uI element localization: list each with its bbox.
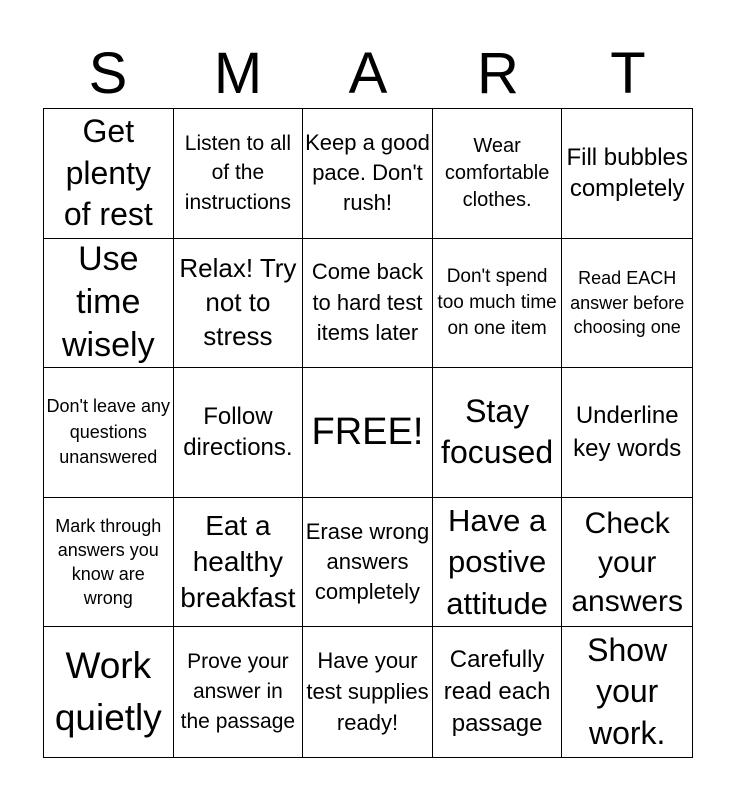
bingo-cell[interactable] (433, 627, 563, 757)
cell-text: Eat a healthy breakfast (180, 510, 296, 613)
bingo-cell[interactable] (174, 239, 304, 369)
bingo-cell[interactable] (174, 627, 304, 757)
bingo-cell[interactable] (303, 109, 433, 239)
cell-text: Read EACH answer before choosing one (570, 268, 685, 338)
bingo-cell[interactable] (562, 239, 692, 369)
bingo-cell[interactable] (433, 239, 563, 369)
bingo-header (43, 40, 693, 108)
header-letter-t: T (610, 41, 646, 106)
cell-text: Keep a good pace. Don't rush! (305, 130, 430, 216)
cell-text: Prove your answer in the passage (180, 650, 296, 734)
bingo-cell[interactable] (562, 109, 692, 239)
bingo-cell[interactable] (433, 109, 563, 239)
cell-text: Stay focused (441, 392, 554, 471)
cell-text: Don't leave any questions unanswered (46, 395, 171, 468)
bingo-cell[interactable] (44, 498, 174, 628)
bingo-cell[interactable] (44, 627, 174, 757)
cell-text: Follow directions. (183, 403, 293, 462)
cell-text: Come back to hard test items later (311, 259, 424, 346)
header-letter-s: S (88, 41, 128, 106)
bingo-cell[interactable] (433, 368, 563, 498)
cell-text: Erase wrong answers completely (305, 518, 430, 605)
cell-text: Underline key words (573, 402, 682, 463)
bingo-cell[interactable] (562, 627, 692, 757)
bingo-cell[interactable] (44, 239, 174, 369)
cell-text: Get plenty of rest (63, 112, 153, 233)
bingo-cell[interactable] (174, 498, 304, 628)
bingo-cell[interactable] (303, 239, 433, 369)
cell-text: Show your work. (587, 631, 668, 751)
cell-text: Check your answers (571, 506, 684, 618)
cell-text: Use time wisely (62, 240, 155, 365)
header-letter-m: M (213, 41, 263, 106)
cell-text: Mark through answers you know are wrong (55, 515, 162, 609)
bingo-cell[interactable] (44, 368, 174, 498)
cell-text: Don't spend too much time on one item (437, 265, 557, 339)
bingo-cell[interactable] (303, 368, 433, 498)
bingo-cell[interactable] (562, 498, 692, 628)
header-letter-r: R (477, 41, 519, 106)
bingo-cell[interactable] (303, 627, 433, 757)
bingo-cell[interactable] (174, 368, 304, 498)
cell-text: Have a postive attitude (446, 503, 548, 621)
bingo-cell[interactable] (303, 498, 433, 628)
cell-text: FREE! (311, 410, 424, 453)
cell-text: Wear comfortable clothes. (444, 135, 550, 211)
bingo-cell[interactable] (44, 109, 174, 239)
cell-text: Relax! Try not to stress (179, 253, 297, 351)
cell-text: Have your test supplies ready! (306, 648, 429, 735)
cell-text: Fill bubbles completely (566, 144, 688, 203)
cell-text: Work quietly (54, 645, 162, 739)
cell-text: Listen to all of the instructions (184, 131, 291, 215)
bingo-cell[interactable] (174, 109, 304, 239)
bingo-cell[interactable] (433, 498, 563, 628)
cell-text: Carefully read each passage (443, 645, 551, 738)
bingo-grid (43, 108, 693, 758)
header-letter-a: A (348, 41, 388, 106)
bingo-cell[interactable] (562, 368, 692, 498)
